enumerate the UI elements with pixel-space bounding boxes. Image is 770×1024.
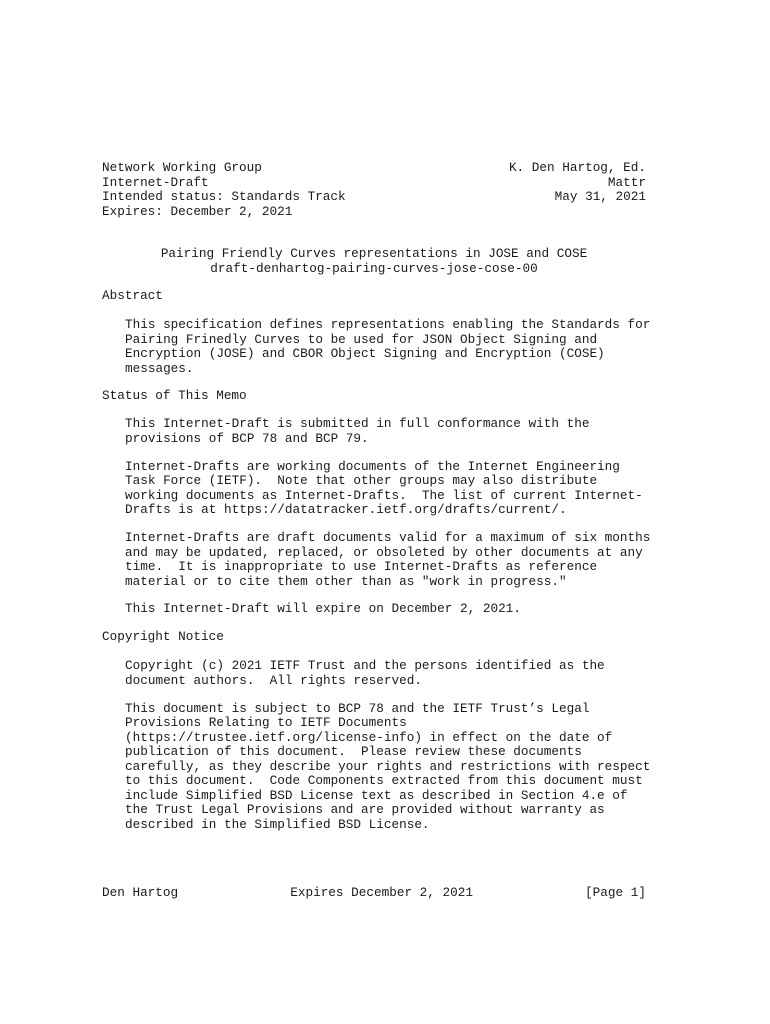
status-text-line: and may be updated, replaced, or obsoleted by other documents at any <box>125 544 643 560</box>
header-right: May 31, 2021 <box>554 189 646 204</box>
footer-author: Den Hartog <box>102 885 179 900</box>
header-left: Network Working Group <box>102 160 262 175</box>
header-left: Expires: December 2, 2021 <box>102 203 293 219</box>
status-text-line: Internet-Drafts are working documents of the Internet Engineering <box>125 458 620 474</box>
copyright-text-line: include Simplified BSD License text as described in Section 4.e of <box>125 787 628 803</box>
footer-expiry: Expires December 2, 2021 <box>290 885 473 900</box>
status-text-line: Drafts is at https://datatracker.ietf.org/drafts/current/. <box>125 502 567 517</box>
status-text-line: provisions of BCP 78 and BCP 79. <box>125 430 369 446</box>
copyright-text-line: publication of this document. Please review these documents <box>125 744 582 759</box>
abstract-heading: Abstract <box>102 288 163 303</box>
page-footer <box>102 886 646 900</box>
header-right: K. Den Hartog, Ed. <box>508 160 646 175</box>
status-heading: Status of This Memo <box>102 388 247 403</box>
copyright-text-line: the Trust Legal Provisions and are provided without warranty as <box>125 802 605 817</box>
header-row <box>102 176 646 190</box>
header-right: Mattr <box>607 174 646 190</box>
status-text-line: Task Force (IETF). Note that other groups may also distribute <box>125 473 598 488</box>
copyright-text-line: Provisions Relating to IETF Documents <box>125 715 407 730</box>
copyright-text-line: described in the Simplified BSD License. <box>125 816 430 832</box>
abstract-text-line: Encryption (JOSE) and CBOR Object Signing and Encryption (COSE) <box>125 346 605 361</box>
copyright-text-line: carefully, as they describe your rights and restrictions with respect <box>125 758 651 774</box>
status-text-line: material or to cite them other than as "work in progress." <box>125 573 567 589</box>
status-text-line: working documents as Internet-Drafts. The list of current Internet- <box>125 487 643 503</box>
status-text-line: This Internet-Draft will expire on December 2, 2021. <box>125 601 521 616</box>
copyright-text-line: to this document. Code Components extracted from this document must <box>125 773 643 788</box>
status-text-line: This Internet-Draft is submitted in full conformance with the <box>125 416 590 431</box>
copyright-text-line: This document is subject to BCP 78 and the IETF Trust’s Legal <box>125 700 590 716</box>
abstract-text-line: Pairing Frinedly Curves to be used for JSON Object Signing and <box>125 331 598 347</box>
status-text-line: Internet-Drafts are draft documents valid for a maximum of six months <box>125 530 651 545</box>
document-title: Pairing Friendly Curves representations in JOSE and COSE <box>160 246 588 261</box>
abstract-text-line: This specification defines representations enabling the Standards for <box>125 317 651 332</box>
header-row <box>102 161 646 175</box>
header-row <box>102 205 646 219</box>
abstract-text-line: messages. <box>125 360 194 376</box>
header-left: Internet-Draft <box>102 174 209 190</box>
footer-page-number: [Page 1] <box>585 885 646 900</box>
document-name: draft-denhartog-pairing-curves-jose-cose-00 <box>210 260 538 276</box>
header-row <box>102 190 646 204</box>
copyright-heading: Copyright Notice <box>102 629 224 644</box>
copyright-text-line: Copyright (c) 2021 IETF Trust and the persons identified as the <box>125 658 605 673</box>
status-text-line: time. It is inappropriate to use Internet-Drafts as reference <box>125 559 598 574</box>
header-left: Intended status: Standards Track <box>102 189 346 204</box>
copyright-text-line: document authors. All rights reserved. <box>125 672 422 688</box>
copyright-text-line: (https://trustee.ietf.org/license-info) in effect on the date of <box>125 729 613 745</box>
